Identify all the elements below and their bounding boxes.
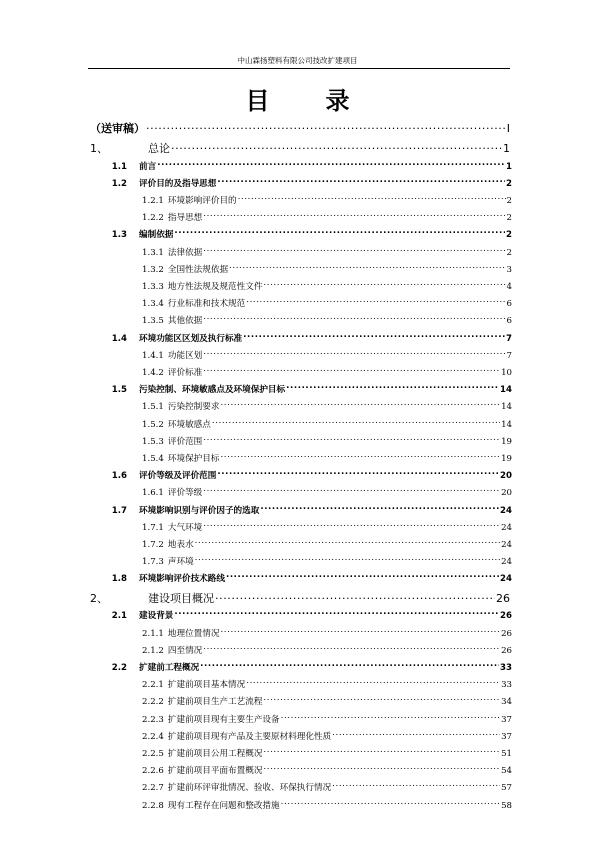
toc-page-number: 2 [506, 229, 512, 240]
toc-leader [263, 280, 505, 289]
toc-page-number: 51 [501, 748, 512, 759]
toc-page-number: 4 [506, 281, 512, 292]
toc-page-number: 26 [501, 628, 512, 639]
toc-leader [246, 678, 500, 687]
toc-entry[interactable] [142, 713, 512, 726]
toc-leader [203, 521, 500, 530]
toc-leader [203, 486, 500, 495]
toc-entry-label: 环境影响评价目的 [167, 195, 237, 206]
toc-entry-label: 建设项目概况 [148, 592, 214, 605]
toc-entry[interactable] [142, 194, 512, 207]
toc-page-number: 14 [501, 419, 512, 430]
toc-page-number: 6 [506, 315, 512, 326]
toc-leader [200, 661, 499, 670]
toc-entry[interactable] [142, 246, 512, 259]
toc-entry-label: 扩建前项目现有主要生产设备 [167, 714, 280, 725]
toc-entry-number: 1.3 [111, 229, 127, 240]
page-title: 目 录 [245, 87, 366, 115]
toc-entry[interactable] [142, 400, 512, 413]
toc-leader [203, 246, 505, 255]
toc-page-number: 20 [501, 487, 512, 498]
toc-entry-label: 环境敏感点 [167, 419, 211, 430]
toc-entry-number: 1.7.1 [142, 522, 164, 533]
toc-entry-label: 建设背景 [139, 610, 174, 621]
toc-page-number: 54 [501, 765, 512, 776]
toc-page-number: 26 [501, 645, 512, 656]
toc-entry[interactable] [108, 661, 512, 674]
toc-entry[interactable] [142, 730, 512, 743]
toc-entry-label: 污染控制、环境敏感点及环境保护目标 [139, 384, 286, 395]
toc-entry-label: 现有工程存在问题和整改措施 [167, 800, 280, 811]
toc-entry[interactable] [108, 177, 512, 190]
toc-entry-label: 扩建前项目基本情况 [167, 679, 246, 690]
toc-entry-number: 1.5.4 [142, 453, 164, 464]
toc-entry[interactable] [108, 332, 512, 345]
toc-entry-number: 2.2.2 [142, 696, 164, 707]
toc-entry-label: 指导思想 [167, 212, 203, 223]
toc-leader [332, 781, 500, 790]
toc-entry-number: 1.3.3 [142, 281, 164, 292]
toc-leader [203, 644, 500, 653]
toc-entry-number: 1.6 [111, 470, 127, 481]
toc-entry[interactable] [142, 695, 512, 708]
toc-page-number: 6 [506, 298, 512, 309]
toc-entry-number: 1.5.2 [142, 419, 164, 430]
toc-leader [220, 627, 500, 636]
toc-entry-number: 1.3.5 [142, 315, 164, 326]
toc-page-number: 7 [506, 350, 512, 361]
toc-entry-number: 1.5.1 [142, 401, 164, 412]
toc-leader [212, 418, 500, 427]
toc-entry[interactable] [142, 366, 512, 379]
toc-entry-label: 环境功能区区划及执行标准 [139, 333, 243, 344]
toc-entry-label: 扩建前环评审批情况、验收、环保执行情况 [167, 782, 332, 793]
toc-entry[interactable] [142, 538, 512, 551]
toc-page-number: 1 [503, 142, 510, 155]
toc-page-number: 24 [501, 556, 512, 567]
toc-entry-label: 地理位置情况 [167, 628, 220, 639]
toc-entry-label: 总论 [148, 142, 170, 155]
toc-entry-number: 1.3.4 [142, 298, 164, 309]
toc-entry-number: 2.1.1 [142, 628, 164, 639]
toc-entry-number: 2.2.1 [142, 679, 164, 690]
toc-leader [217, 469, 499, 478]
toc-entry-label: 行业标准和技术规范 [167, 298, 246, 309]
toc-entry[interactable] [142, 555, 512, 568]
toc-entry[interactable] [108, 572, 512, 585]
toc-entry-number: 1.5 [111, 384, 127, 395]
toc-page-number: I [506, 122, 510, 135]
toc-entry[interactable] [108, 609, 512, 622]
toc-entry-number: 1、 [90, 142, 108, 155]
toc-leader [238, 194, 506, 203]
toc-entry-label: 功能区划 [167, 350, 203, 361]
toc-leader [146, 121, 506, 132]
toc-page-number: 26 [496, 592, 510, 605]
toc-leader [332, 730, 500, 739]
toc-entry-label: 扩建前项目公用工程概况 [167, 748, 263, 759]
toc-entry-label: 污染控制要求 [167, 401, 220, 412]
toc-leader [243, 332, 505, 341]
toc-entry-preface[interactable] [90, 121, 510, 135]
toc-leader [203, 211, 505, 220]
toc-page-number: 37 [501, 714, 512, 725]
toc-entry-number: 2.2.4 [142, 731, 164, 742]
toc-entry-number: 2.1.2 [142, 645, 164, 656]
toc-entry-label: 前言 [139, 161, 157, 172]
toc-entry[interactable] [108, 469, 512, 482]
toc-page-number: 14 [501, 401, 512, 412]
toc-entry-number: 1.6.1 [142, 487, 164, 498]
toc-entry[interactable] [142, 297, 512, 310]
toc-leader [220, 400, 500, 409]
toc-page-number: 2 [506, 195, 512, 206]
toc-entry-label: 评价等级 [167, 487, 203, 498]
toc-entry-number: 1.2.2 [142, 212, 164, 223]
toc-entry-number: 2.2.3 [142, 714, 164, 725]
toc-entry[interactable] [142, 418, 512, 431]
toc-page-number: 19 [501, 436, 512, 447]
toc-entry-label: 扩建前项目现有产品及主要原材料理化性质 [167, 731, 332, 742]
toc-entry-label: 大气环境 [167, 522, 203, 533]
toc-entry-label: 环境保护目标 [167, 453, 220, 464]
toc-entry[interactable] [142, 435, 512, 448]
toc-entry[interactable] [142, 280, 512, 293]
page-header: 中山霖扬塑料有限公司技改扩建项目 [237, 56, 358, 65]
toc-entry[interactable] [142, 486, 512, 499]
toc-entry[interactable] [142, 678, 512, 691]
toc-entry-label: 全国性法规依据 [167, 264, 229, 275]
toc-leader [215, 591, 495, 602]
toc-leader [260, 504, 499, 513]
toc-entry-number: 1.3.2 [142, 264, 164, 275]
toc-entry-number: 1.3.1 [142, 247, 164, 258]
toc-entry[interactable] [108, 504, 512, 517]
toc-leader [171, 141, 502, 152]
toc-leader [226, 572, 499, 581]
toc-page-number: 14 [500, 384, 512, 395]
toc-entry-label: 扩建前项目平面布置概况 [167, 765, 263, 776]
toc-entry-label: 扩建前工程概况 [139, 662, 200, 673]
toc-leader [203, 435, 500, 444]
toc-entry-label: 四至情况 [167, 645, 203, 656]
toc-entry[interactable] [142, 644, 512, 657]
toc-entry[interactable] [142, 747, 512, 760]
toc-entry-number: 2、 [90, 592, 108, 605]
toc-entry[interactable] [142, 781, 512, 794]
toc-entry-label: （送审稿） [90, 122, 145, 135]
toc-page-number: 24 [501, 539, 512, 550]
toc-page-number: 10 [501, 367, 512, 378]
toc-leader [174, 609, 499, 618]
toc-entry-label: 环境影响识别与评价因子的选取 [139, 505, 260, 516]
toc-leader [203, 349, 505, 358]
toc-entry-label: 声环境 [167, 556, 194, 567]
toc-entry-label: 其他依据 [167, 315, 203, 326]
toc-entry[interactable] [108, 160, 512, 173]
toc-page-number: 2 [506, 247, 512, 258]
toc-entry-label: 地表水 [167, 539, 194, 550]
toc-entry-label: 扩建前项目生产工艺流程 [167, 696, 263, 707]
toc-entry-number: 2.2.7 [142, 782, 164, 793]
toc-entry-number: 1.4.1 [142, 350, 164, 361]
toc-page-number: 24 [501, 522, 512, 533]
toc-leader [263, 695, 500, 704]
toc-entry-number: 2.2.6 [142, 765, 164, 776]
toc-entry[interactable] [142, 314, 512, 327]
toc-entry-number: 1.7.2 [142, 539, 164, 550]
toc-leader [174, 228, 505, 237]
toc-entry-label: 评价范围 [167, 436, 203, 447]
toc-page-number: 7 [506, 333, 512, 344]
toc-leader [195, 555, 500, 564]
toc-entry-label: 地方性法规及规范性文件 [167, 281, 263, 292]
toc-entry[interactable] [142, 452, 512, 465]
toc-page-number: 34 [501, 696, 512, 707]
toc-entry[interactable] [142, 521, 512, 534]
toc-entry[interactable] [108, 228, 512, 241]
toc-leader [157, 160, 505, 169]
toc-entry[interactable] [90, 591, 510, 605]
toc-page-number: 2 [506, 178, 512, 189]
toc-entry-number: 1.4.2 [142, 367, 164, 378]
toc-entry[interactable] [108, 383, 512, 396]
toc-page-number: 1 [506, 161, 512, 172]
toc-entry-number: 1.7.3 [142, 556, 164, 567]
toc-entry-label: 法律依据 [167, 247, 203, 258]
toc-leader [246, 297, 505, 306]
toc-page-number: 33 [500, 662, 512, 673]
toc-leader [195, 538, 500, 547]
toc-entry[interactable] [90, 141, 510, 155]
toc-entry-label: 编制依据 [139, 229, 174, 240]
toc-page-number: 33 [501, 679, 512, 690]
toc-leader [203, 314, 505, 323]
toc-page-number: 19 [501, 453, 512, 464]
toc-page-number: 24 [500, 505, 512, 516]
toc-leader [281, 713, 500, 722]
toc-leader [263, 747, 500, 756]
toc-entry[interactable] [142, 627, 512, 640]
toc-entry-number: 1.5.3 [142, 436, 164, 447]
toc-entry-number: 2.1 [111, 610, 127, 621]
toc-page-number: 58 [501, 800, 512, 811]
toc-entry-number: 2.2 [111, 662, 127, 673]
toc-page-number: 37 [501, 731, 512, 742]
toc-page-number: 20 [500, 470, 512, 481]
toc-entry-number: 1.2.1 [142, 195, 164, 206]
toc-entry-label: 评价目的及指导思想 [139, 178, 217, 189]
toc-entry-label: 评价等级及评价范围 [139, 470, 217, 481]
toc-entry[interactable] [142, 349, 512, 362]
toc-entry-number: 2.2.5 [142, 748, 164, 759]
toc-entry-number: 1.4 [111, 333, 127, 344]
toc-entry[interactable] [142, 799, 512, 812]
toc-leader [286, 383, 499, 392]
toc-page-number: 26 [500, 610, 512, 621]
toc-entry-number: 1.7 [111, 505, 127, 516]
toc-entry-number: 1.8 [111, 573, 127, 584]
toc-leader [281, 799, 500, 808]
toc-entry[interactable] [142, 764, 512, 777]
toc-leader [229, 263, 505, 272]
toc-page-number: 2 [506, 212, 512, 223]
toc-entry[interactable] [142, 263, 512, 276]
toc-entry-label: 环境影响评价技术路线 [139, 573, 225, 584]
toc-entry-number: 1.2 [111, 178, 127, 189]
toc-leader [220, 452, 500, 461]
toc-entry-label: 评价标准 [167, 367, 203, 378]
toc-entry[interactable] [142, 211, 512, 224]
toc-leader [217, 177, 505, 186]
toc-page-number: 57 [501, 782, 512, 793]
toc-page-number: 24 [500, 573, 512, 584]
toc-entry-number: 2.2.8 [142, 800, 164, 811]
toc-page-number: 3 [506, 264, 512, 275]
toc-leader [263, 764, 500, 773]
toc-leader [203, 366, 500, 375]
toc-entry-number: 1.1 [111, 161, 127, 172]
